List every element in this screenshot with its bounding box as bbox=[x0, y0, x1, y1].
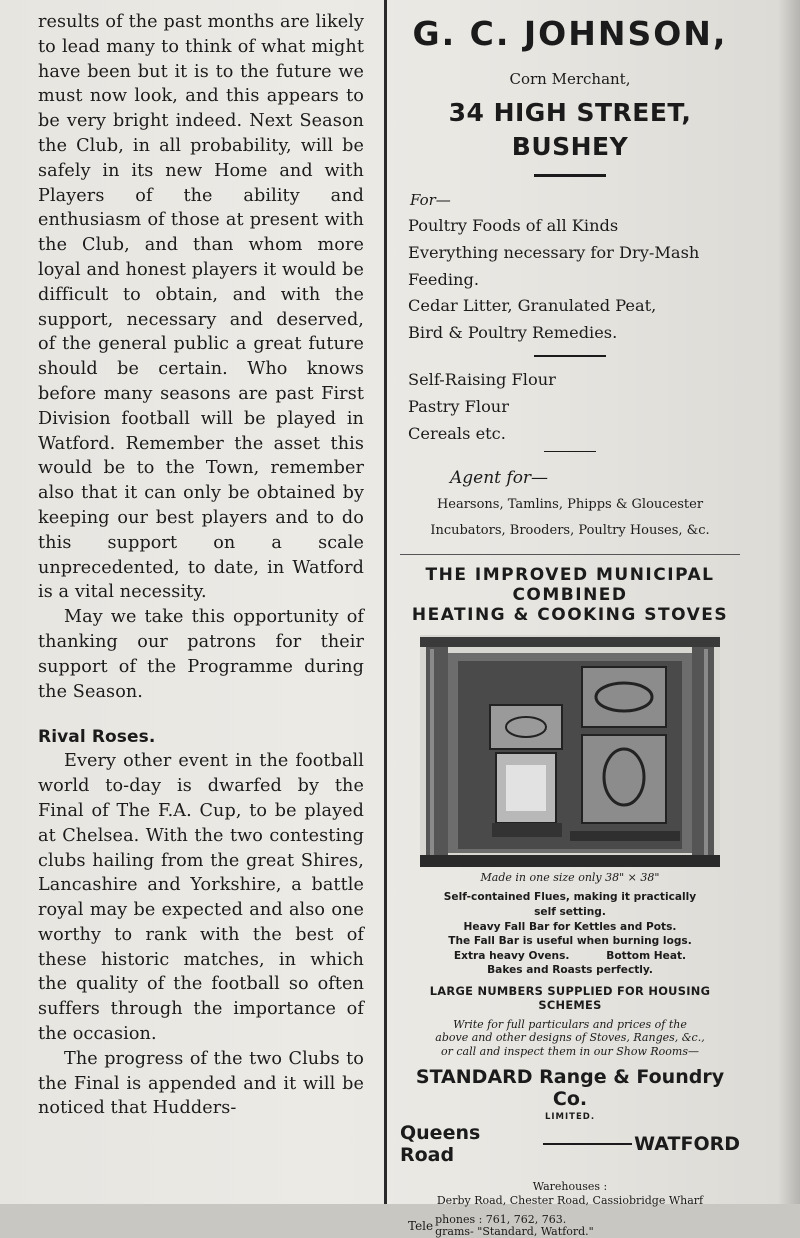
write-line: Write for full particulars and prices of the bbox=[453, 1017, 687, 1031]
paragraph-2: May we take this opportunity of thanking our patrons for their support of the Programme during the Season. bbox=[38, 607, 364, 702]
flour-item: Pastry Flour bbox=[408, 396, 509, 416]
flour-item: Self-Raising Flour bbox=[408, 369, 556, 389]
write-line: above and other designs of Stoves, Ranges, &c., bbox=[435, 1031, 705, 1045]
agent-line-1: Hearsons, Tamlins, Phipps & Gloucester bbox=[436, 497, 704, 513]
stove-title-1: THE IMPROVED MUNICIPAL bbox=[425, 565, 715, 586]
list-rule bbox=[534, 355, 606, 357]
warehouses-list: Derby Road, Chester Road, Cassiobridge Wharf bbox=[436, 1194, 704, 1208]
product-item: Poultry Foods of all Kinds bbox=[408, 216, 619, 235]
advert-separator bbox=[400, 554, 740, 555]
stove-illustration bbox=[420, 635, 720, 867]
header-rule bbox=[534, 174, 606, 177]
address-line-2: BUSHEY bbox=[511, 132, 629, 161]
location-town: WATFORD bbox=[634, 1133, 740, 1156]
warehouses-label: Warehouses : bbox=[532, 1180, 608, 1194]
feature-line: The Fall Bar is useful when burning logs. bbox=[448, 935, 692, 948]
stove-title-2: COMBINED bbox=[512, 585, 628, 606]
tele-prefix: Tele bbox=[408, 1219, 434, 1234]
stove-advert bbox=[400, 565, 740, 1238]
feature-line: self setting. bbox=[534, 905, 606, 918]
size-caption: Made in one size only 38" × 38" bbox=[480, 871, 660, 885]
tele-grams: grams- "Standard, Watford." bbox=[435, 1225, 594, 1238]
left-column bbox=[38, 10, 364, 1121]
right-column bbox=[400, 14, 740, 1238]
feature-line: Extra heavy Ovens. Bottom Heat. bbox=[453, 949, 687, 962]
page-edge-shadow bbox=[778, 0, 800, 1204]
column-divider bbox=[384, 0, 387, 1204]
merchant-role: Corn Merchant, bbox=[509, 70, 631, 88]
firm-location bbox=[400, 1122, 740, 1166]
paragraph-3: Every other event in the football world to-day is dwarfed by the Final of The F.A. Cup, to be played at Chelsea. With the two contesting clubs hailing from the great Shires, Lancashire and Yorkshire, a battle royal may be expected and also one worthy to rank with the best of these historic matches, in which the quality of the football so often suffers through the importance of the occasion. bbox=[38, 751, 364, 1045]
firm-name: STANDARD Range & Foundry Co. bbox=[415, 1066, 725, 1111]
location-rule bbox=[543, 1143, 633, 1145]
tele-phones: phones : 761, 762, 763. bbox=[435, 1213, 567, 1227]
stove-title-3: HEATING & COOKING STOVES bbox=[411, 605, 729, 626]
section-heading: Rival Roses. bbox=[38, 727, 156, 748]
product-item: Cedar Litter, Granulated Peat, bbox=[408, 296, 657, 316]
flour-item: Cereals etc. bbox=[408, 423, 506, 443]
product-item: Everything necessary for Dry-Mash bbox=[408, 242, 700, 262]
feature-line: Self-contained Flues, making it practically bbox=[443, 891, 697, 904]
agent-line-2: Incubators, Brooders, Poultry Houses, &c. bbox=[430, 523, 710, 539]
limited-label: LIMITED. bbox=[544, 1112, 596, 1123]
location-road: Queens Road bbox=[400, 1122, 481, 1167]
johnson-advert bbox=[400, 14, 740, 177]
product-item: Feeding. bbox=[408, 269, 479, 289]
feature-list bbox=[400, 890, 740, 978]
product-list bbox=[408, 213, 740, 347]
paragraph-4: The progress of the two Clubs to the Final is appended and it will be noticed that Hudders- bbox=[38, 1048, 364, 1119]
telephone-block bbox=[400, 1214, 740, 1238]
write-line: or call and inspect them in our Show Rooms— bbox=[441, 1044, 699, 1058]
flour-list bbox=[408, 367, 740, 447]
write-block bbox=[400, 1018, 740, 1059]
product-item: Bird & Poultry Remedies. bbox=[408, 323, 618, 343]
agent-rule bbox=[544, 451, 596, 452]
agent-label: Agent for— bbox=[450, 468, 549, 489]
housing-schemes-line: LARGE NUMBERS SUPPLIED FOR HOUSING SCHEMES bbox=[429, 983, 711, 1012]
paragraph-1: results of the past months are likely to lead many to think of what might have been but it is to the future we must now look, and this appears to be very bright indeed. Next Season the Club, in all probability, will be safely in its new Home and with Players of the ability and enthusiasm of those at present with the Club, and than whom more loyal and honest players it would be difficult to obtain, and with the support, necessary and deserved, of the general public a great future should be certain. Who knows before many seasons are past First Division football will be played in Watford. Remember the asset this would be to the Town, remember also that it can only be obtained by keeping our best players and to do this support on a scale unprecedented, to date, in Watford is a vital necessity. bbox=[38, 12, 364, 603]
feature-line: Bakes and Roasts perfectly. bbox=[487, 964, 653, 977]
for-label: For— bbox=[410, 191, 451, 209]
agent-list bbox=[400, 492, 740, 544]
address-line-1: 34 HIGH STREET, bbox=[448, 98, 692, 127]
tele-stack bbox=[435, 1214, 594, 1238]
feature-line: Heavy Fall Bar for Kettles and Pots. bbox=[463, 920, 677, 933]
merchant-name: G. C. JOHNSON, bbox=[412, 14, 728, 53]
